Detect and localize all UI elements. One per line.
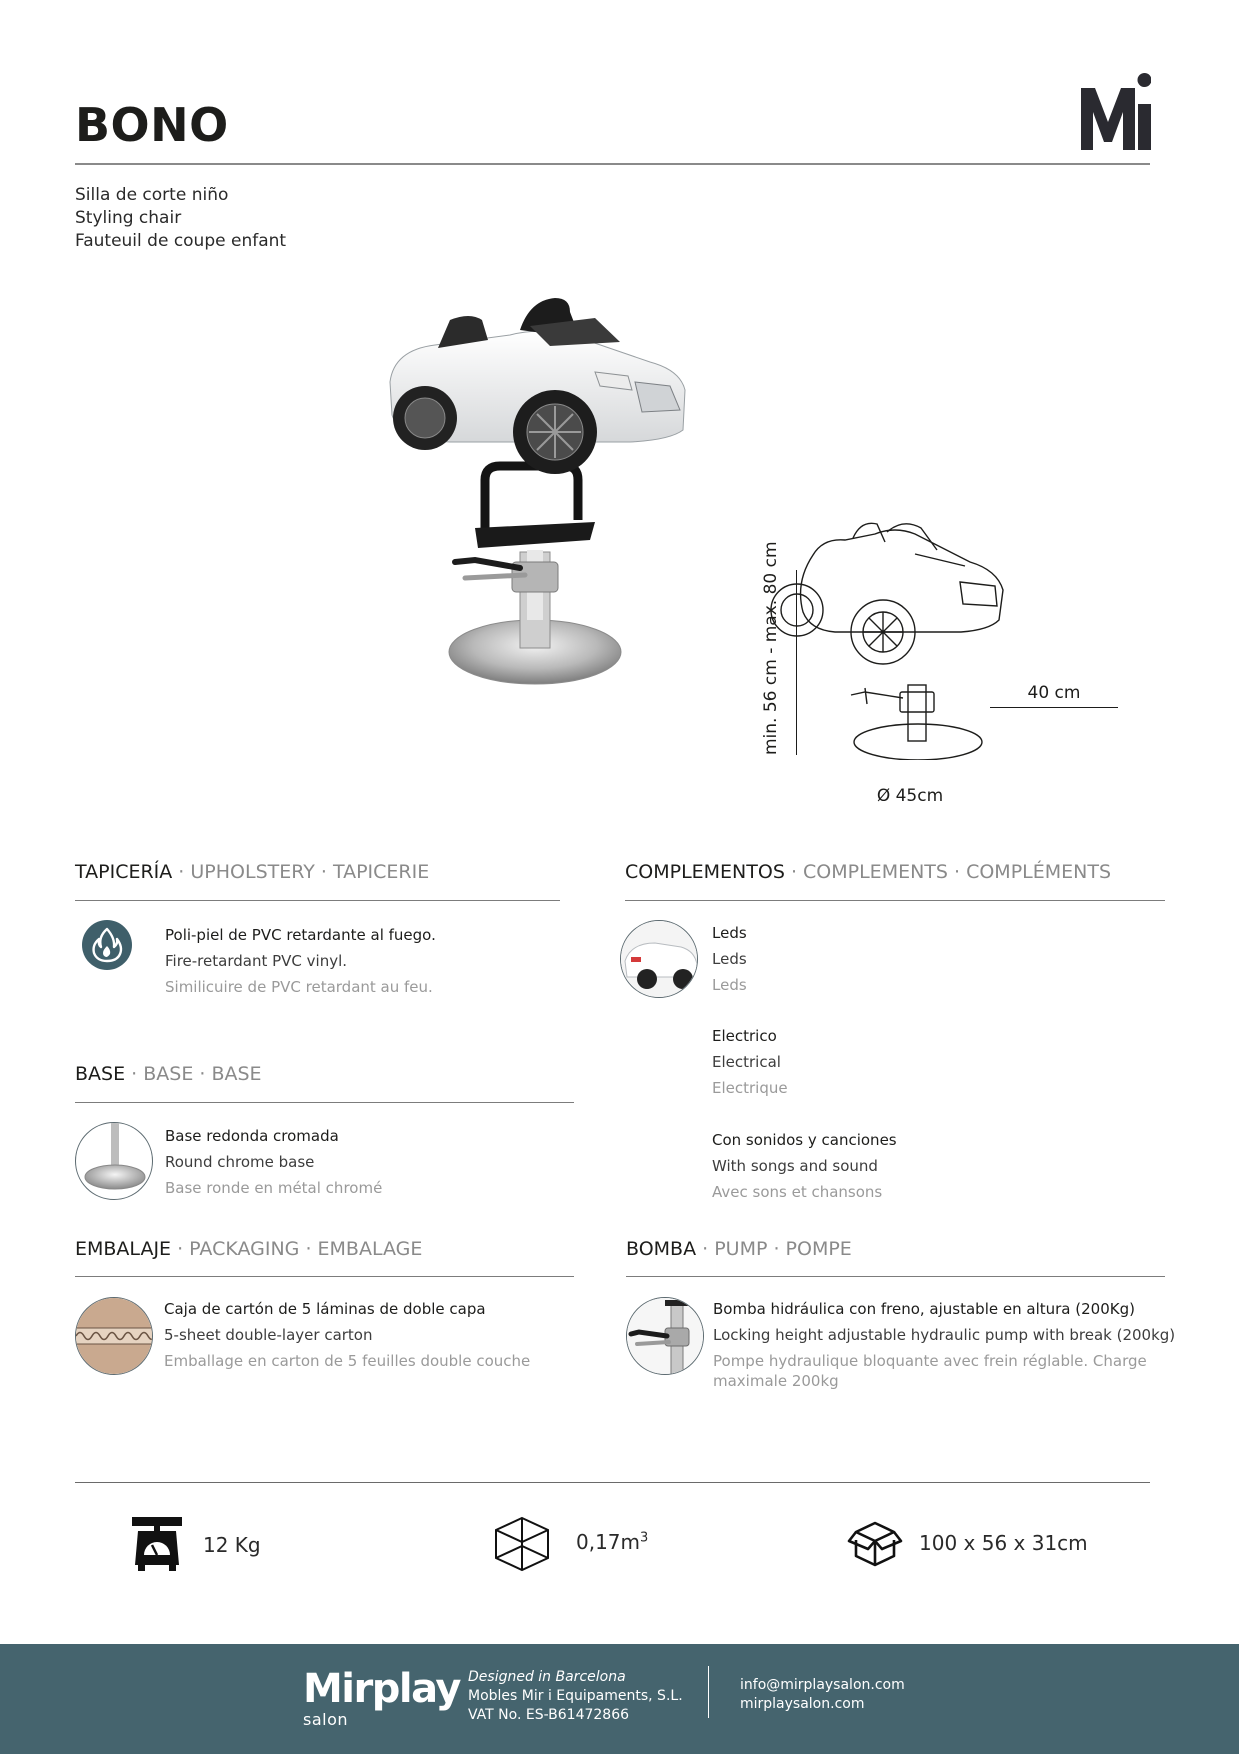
pump-text-en: Locking height adjustable hydraulic pump with break (200kg)	[713, 1326, 1176, 1344]
complements-heading-rest: · COMPLEMENTS · COMPLÉMENTS	[784, 861, 1112, 883]
base-heading-main: BASE	[75, 1063, 126, 1085]
packaging-text-en: 5-sheet double-layer carton	[164, 1326, 373, 1344]
pump-heading	[626, 1238, 852, 1260]
upholstery-heading	[75, 861, 429, 883]
pump-text-fr: Pompe hydraulique bloquante avec frein réglable. Charge maximale 200kg	[713, 1352, 1147, 1390]
pump-heading-main: BOMBA	[626, 1238, 697, 1260]
base-heading-rest: · BASE · BASE	[125, 1063, 262, 1085]
subtitle-es: Silla de corte niño	[75, 185, 229, 205]
leds-en: Leds	[712, 950, 747, 968]
height-dimension-label: min. 56 cm - max. 80 cm	[761, 541, 781, 755]
upholstery-divider	[75, 900, 560, 901]
electrical-es: Electrico	[712, 1027, 777, 1045]
packaging-text	[164, 1296, 530, 1374]
pump-text-es: Bomba hidráulica con freno, ajustable en altura (200Kg)	[713, 1300, 1135, 1318]
upholstery-heading-main: TAPICERÍA	[75, 861, 173, 883]
base-text	[165, 1123, 382, 1201]
pump-text	[713, 1296, 1176, 1391]
sounds-en: With songs and sound	[712, 1157, 878, 1175]
footer-email[interactable]: info@mirplaysalon.com	[740, 1677, 905, 1693]
footer-brand: Mirplay	[303, 1666, 460, 1712]
technical-drawing	[765, 520, 1085, 760]
packaging-heading-rest: · PACKAGING · EMBALAGE	[171, 1238, 423, 1260]
product-subtitles	[75, 184, 286, 253]
hydraulic-pump-icon	[626, 1297, 704, 1375]
box-size-value: 100 x 56 x 31cm	[919, 1531, 1088, 1555]
cardboard-icon	[75, 1297, 153, 1375]
sounds-es: Con sonidos y canciones	[712, 1131, 897, 1149]
footer-brand-sub: salon	[303, 1710, 349, 1729]
pump-divider	[626, 1276, 1165, 1277]
weight-value: 12 Kg	[203, 1533, 261, 1557]
subtitle-fr: Fauteuil de coupe enfant	[75, 231, 287, 251]
packaging-text-es: Caja de cartón de 5 láminas de doble capa	[164, 1300, 486, 1318]
volume-value-number: 0,17m	[576, 1530, 641, 1554]
upholstery-text-fr: Similicuire de PVC retardant au feu.	[165, 978, 433, 996]
chrome-base-icon	[75, 1122, 153, 1200]
footer-website[interactable]: mirplaysalon.com	[740, 1696, 865, 1712]
base-divider	[75, 1102, 574, 1103]
volume-value	[576, 1530, 648, 1554]
packaging-text-fr: Emballage en carton de 5 feuilles double couche	[164, 1352, 531, 1370]
page-title: BONO	[75, 98, 229, 152]
sounds-fr: Avec sons et chansons	[712, 1183, 883, 1201]
complements-sounds	[712, 1127, 897, 1205]
volume-value-exponent: 3	[640, 1530, 649, 1546]
footer-vat: VAT No. ES-B61472866	[468, 1707, 630, 1723]
specs-divider	[75, 1482, 1150, 1483]
header-divider	[75, 163, 1150, 165]
height-dimension-line	[796, 570, 797, 755]
upholstery-heading-rest: · UPHOLSTERY · TAPICERIE	[172, 861, 430, 883]
complements-leds	[712, 920, 747, 998]
width-dimension-label: 40 cm	[1027, 683, 1081, 703]
packaging-heading	[75, 1238, 422, 1260]
base-text-fr: Base ronde en métal chromé	[165, 1179, 383, 1197]
upholstery-text	[165, 922, 436, 1000]
footer-contact	[740, 1676, 905, 1714]
width-dimension-line	[990, 707, 1118, 708]
electrical-en: Electrical	[712, 1053, 781, 1071]
car-leds-icon	[620, 920, 698, 998]
box-size-icon	[846, 1518, 904, 1568]
footer-divider	[708, 1666, 709, 1718]
complements-divider	[625, 900, 1165, 901]
product-photo	[380, 290, 760, 710]
volume-cube-icon	[494, 1516, 550, 1572]
packaging-heading-main: EMBALAJE	[75, 1238, 172, 1260]
footer-company: Mobles Mir i Equipaments, S.L.	[468, 1688, 683, 1704]
base-heading	[75, 1063, 262, 1085]
packaging-divider	[75, 1276, 574, 1277]
height-dimension	[758, 541, 798, 755]
base-text-en: Round chrome base	[165, 1153, 315, 1171]
base-text-es: Base redonda cromada	[165, 1127, 339, 1145]
mi-logo	[1081, 70, 1151, 150]
electrical-fr: Electrique	[712, 1079, 788, 1097]
subtitle-en: Styling chair	[75, 208, 182, 228]
weight-scale-icon	[132, 1515, 182, 1573]
complements-electrical	[712, 1023, 788, 1101]
upholstery-text-en: Fire-retardant PVC vinyl.	[165, 952, 348, 970]
pump-heading-rest: · PUMP · POMPE	[696, 1238, 852, 1260]
footer-company-info	[468, 1668, 683, 1725]
complements-heading-main: COMPLEMENTOS	[625, 861, 785, 883]
upholstery-text-es: Poli-piel de PVC retardante al fuego.	[165, 926, 436, 944]
leds-fr: Leds	[712, 976, 747, 994]
flame-icon	[82, 920, 132, 970]
footer	[0, 1644, 1239, 1754]
leds-es: Leds	[712, 924, 747, 942]
base-diameter-label: Ø 45cm	[876, 786, 944, 806]
complements-heading	[625, 861, 1111, 883]
footer-designed: Designed in Barcelona	[468, 1669, 626, 1685]
